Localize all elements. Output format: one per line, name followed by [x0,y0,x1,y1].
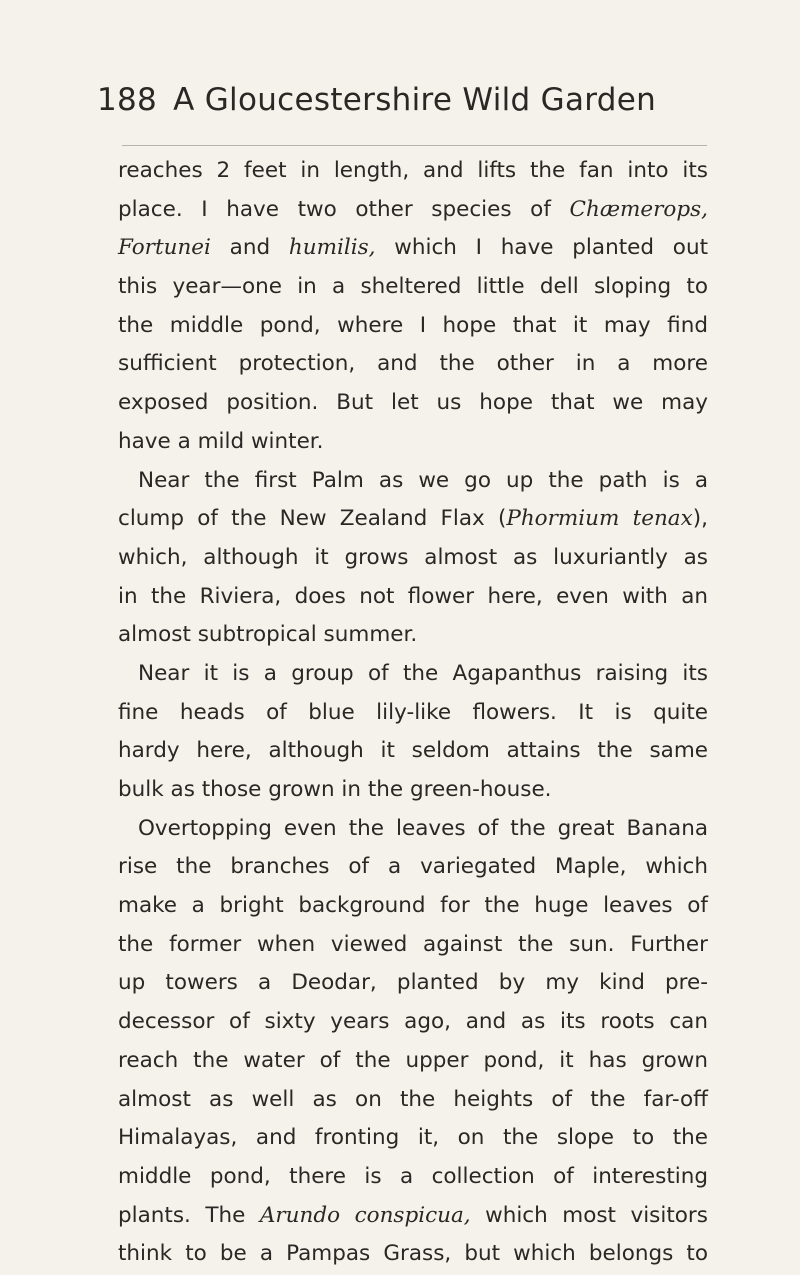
text-line [118,345,708,384]
text-line [118,1081,708,1120]
text-run: rise the branches of a variegated Maple, which [118,854,708,880]
text-line [118,1235,708,1274]
text-run: place. I have two other species of [118,196,570,222]
text-run: Near it is a group of the Agapanthus raising its [138,660,708,686]
running-head [97,82,717,132]
text-run: exposed position. But let us hope that we may [118,390,708,416]
text-line [118,1042,708,1081]
text-run: Near the first Palm as we go up the path is a [138,467,708,493]
text-line [118,964,708,1003]
text-line [118,500,708,539]
text-line [118,655,708,694]
italic-term: Chæmerops, [569,196,708,222]
text-run: almost as well as on the heights of the far-off [118,1086,708,1112]
text-run: make a bright background for the huge leaves of [118,893,708,919]
italic-term: Fortunei [118,235,211,261]
text-run: sufficient protection, and the other in a more [118,351,708,377]
text-line [118,926,708,965]
text-line [118,423,708,462]
text-run: which I have planted out [375,235,708,261]
italic-term: Arundo conspicua, [259,1202,471,1228]
text-line [118,1158,708,1197]
body-text [118,152,708,1274]
text-run: ), [692,506,708,532]
text-run: hardy here, although it seldom attains the same [118,738,708,764]
text-run: in the Riviera, does not flower here, even with an [118,583,708,609]
text-run: Overtopping even the leaves of the great Banana [138,815,708,841]
text-run: Himalayas, and fronting it, on the slope to the [118,1125,708,1151]
text-run: the middle pond, where I hope that it may find [118,312,708,338]
text-run: clump of the New Zealand Flax ( [118,506,507,532]
text-line [118,307,708,346]
text-run: have a mild winter. [118,428,324,454]
header-rule [122,145,707,146]
text-line [118,539,708,578]
page-number: 188 [97,82,158,118]
text-run: reach the water of the upper pond, it has grown [118,1047,708,1073]
running-title: A Gloucestershire Wild Garden [173,82,657,118]
text-run: up towers a Deodar, planted by my kind pre- [118,970,708,996]
text-line [118,1119,708,1158]
text-run: the former when viewed against the sun. Further [118,931,708,957]
text-run: decessor of sixty years ago, and as its roots can [118,1009,708,1035]
text-line [118,848,708,887]
text-line [118,191,708,230]
text-line [118,152,708,191]
italic-term: Phormium tenax [506,506,693,532]
text-run: and [210,235,289,261]
italic-term: humilis, [288,235,376,261]
text-line [118,229,708,268]
text-line [118,1197,708,1236]
text-run: fine heads of blue lily-like flowers. It is quite [118,699,708,725]
text-run: middle pond, there is a collection of interesting [118,1163,708,1189]
text-line [118,887,708,926]
text-run: bulk as those grown in the green-house. [118,777,552,802]
text-run: almost subtropical summer. [118,622,418,648]
text-line [118,384,708,423]
text-run: this year—one in a sheltered little dell sloping to [118,274,708,300]
text-line [118,578,708,617]
text-run: which, although it grows almost as luxuriantly as [118,544,708,570]
text-line [118,732,708,771]
text-line [118,1003,708,1042]
text-line [118,462,708,501]
text-line [118,771,708,810]
text-line [118,810,708,849]
text-line [118,268,708,307]
text-run: plants. The [118,1202,260,1228]
text-run: which most visitors [470,1202,708,1228]
text-run: reaches 2 feet in length, and lifts the fan into its [118,158,708,183]
text-line [118,694,708,733]
text-run: think to be a Pampas Grass, but which belongs to [118,1241,708,1267]
text-line [118,616,708,655]
